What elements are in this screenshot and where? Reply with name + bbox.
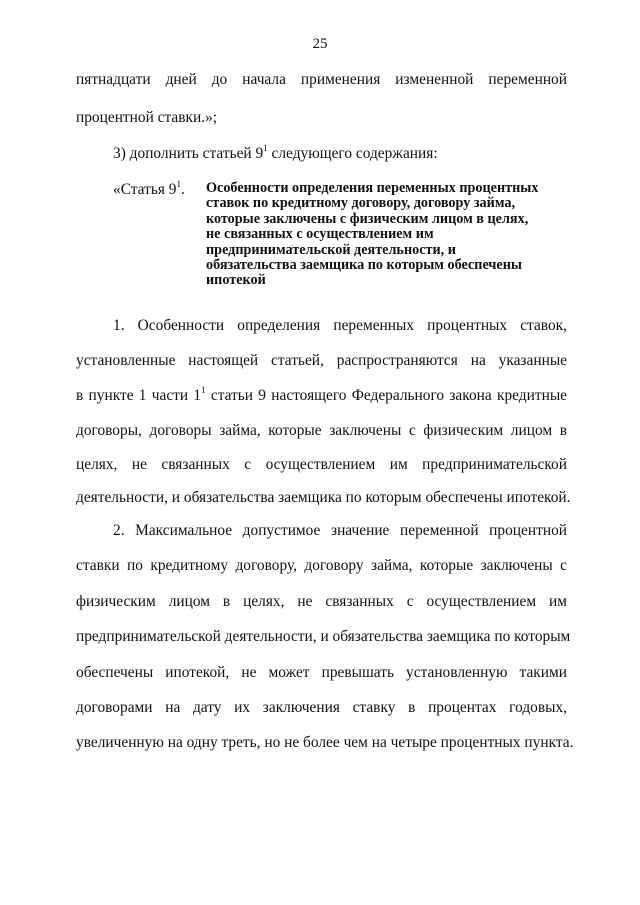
paragraph-2-line: обеспечены ипотекой, не может превышать установленную такими bbox=[76, 664, 567, 681]
paragraph-2-line: предпринимательской деятельности, и обязательства заемщика по которым bbox=[76, 628, 571, 645]
paragraph-1-line: целях, не связанных с осуществлением им предпринимательской bbox=[76, 456, 567, 473]
article-title-line: Особенности определения переменных процентных bbox=[206, 180, 539, 196]
paragraph-2-line: 2. Максимальное допустимое значение переменной процентной bbox=[113, 522, 567, 539]
article-title-line: не связанных с осуществлением им bbox=[206, 226, 434, 243]
paragraph-1-line: установленные настоящей статьей, распространяются на указанные bbox=[76, 352, 567, 369]
article-label: «Статья $9^1$. bbox=[113, 178, 185, 198]
text-line: пятнадцати дней до начала применения измененной переменной bbox=[76, 71, 567, 88]
text-line: процентной ставки.»; bbox=[76, 109, 218, 126]
paragraph-2-line: физическим лицом в целях, не связанных с осуществлением им bbox=[76, 593, 567, 610]
article-title-line: которые заключены с физическим лицом в целях, bbox=[206, 210, 529, 227]
paragraph-1-line: деятельности, и обязательства заемщика по которым обеспечены ипотекой. bbox=[76, 489, 571, 506]
paragraph-1-line: договоры, договоры займа, которые заключены с физическим лицом в bbox=[76, 422, 567, 439]
article-title bbox=[206, 181, 568, 289]
text-line: 3) дополнить статьей $9^1$ следующего содержания: bbox=[113, 142, 438, 162]
article-title-line: предпринимательской деятельности, и bbox=[206, 241, 456, 258]
paragraph-2-line: договорами на дату их заключения ставку в процентах годовых, bbox=[76, 699, 567, 716]
paragraph-2-line: ставки по кредитному договору, договору займа, которые заключены с bbox=[76, 557, 567, 574]
paragraph-2-line: увеличенную на одну треть, но не более чем на четыре процентных пункта. bbox=[76, 734, 574, 751]
page-number: 25 bbox=[312, 36, 328, 52]
paragraph-1-line: в пункте 1 части $1^1$ статьи 9 настоящего Федерального закона кредитные bbox=[76, 384, 567, 404]
article-title-line: обязательства заемщика по которым обеспечены bbox=[206, 257, 522, 274]
article-title-line: ставок по кредитному договору, договору займа, bbox=[206, 195, 516, 212]
paragraph-1-line: 1. Особенности определения переменных процентных ставок, bbox=[113, 317, 567, 334]
article-title-line: ипотекой bbox=[206, 272, 266, 289]
